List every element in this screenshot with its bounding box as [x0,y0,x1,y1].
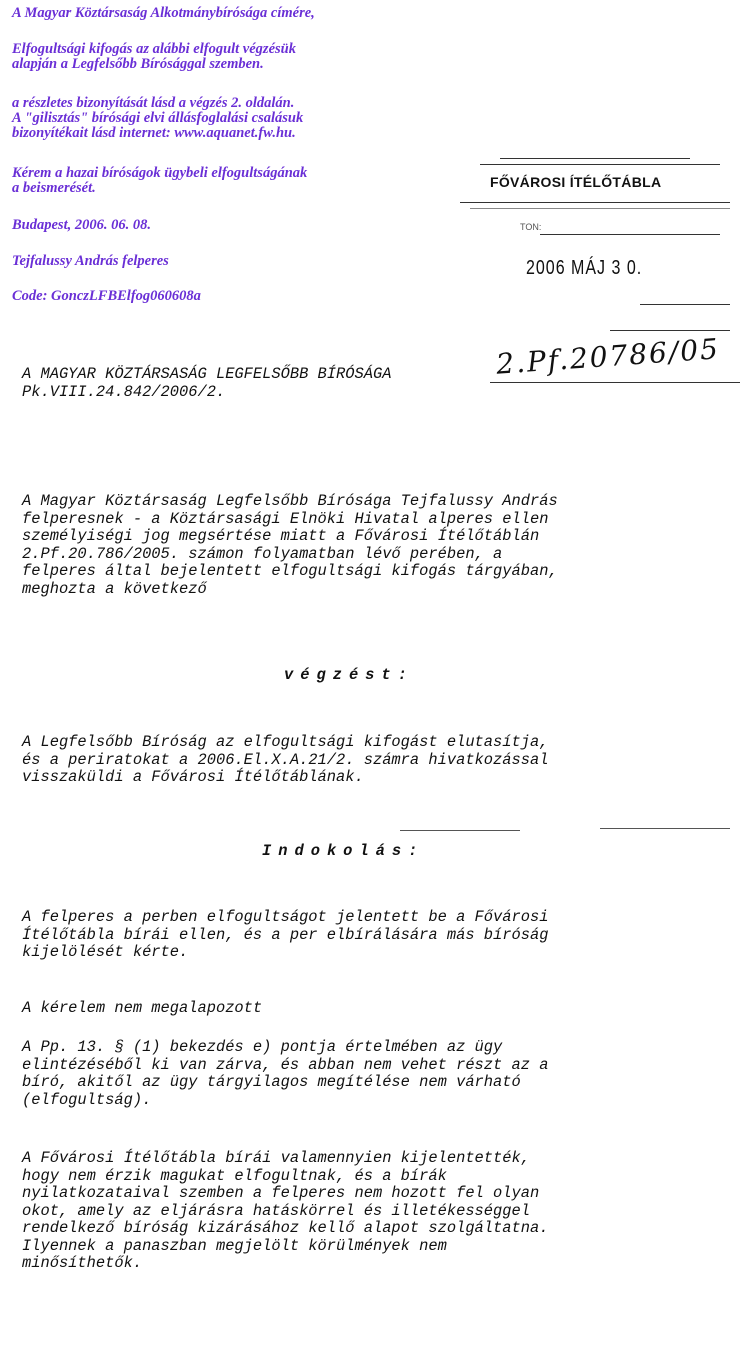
text-line: visszaküldi a Fővárosi Ítélőtáblának. [22,768,364,786]
verdict-heading: végzést: [284,666,414,684]
stamp-small-label: TON: [520,222,542,232]
reasoning-paragraph-1 [22,909,722,962]
cover-signer: Tejfalussy András felperes [12,253,169,269]
text-line: és a periratokat a 2006.El.X.A.21/2. számra hivatkozással [22,750,549,769]
cover-code: Code: GonczLFBElfog060608a [12,288,201,304]
court-stamp [460,150,740,390]
text-line: kijelölését kérte. [22,943,189,961]
handwritten-case-number: 2.Pf.20786/05 [495,332,721,381]
verdict-paragraph [22,734,722,787]
cover-line: alapján a Legfelsőbb Bírósággal szemben. [12,56,264,72]
text-line: rendelkező bíróság kizárásához kellő alapot szolgáltatna. [22,1219,549,1237]
text-line: A Pp. 13. § (1) bekezdés e) pontja értelmében az ügy [22,1038,503,1056]
text-line: személyiségi jog megsértése miatt a Fővárosi Ítélőtáblán [22,527,540,545]
stamp-date: 2006 MÁJ 3 0. [526,257,643,279]
text-line: okot, amely az eljárásra hatáskörrel és illetékességgel [22,1201,530,1220]
text-line: elintézéséből ki van zárva, és abban nem vehet részt az a [22,1055,549,1074]
court-name-block [22,366,722,401]
text-line: minősíthetők. [22,1254,143,1272]
text-line: A Fővárosi Ítélőtábla bírái valamennyien kijelentették, [22,1149,530,1167]
reasoning-paragraph-3 [22,1039,722,1109]
text-line: A Legfelsőbb Bíróság az elfogultsági kifogást elutasítja, [22,733,549,751]
cover-line: bizonyítékait lásd internet: www.aquanet.fw.hu. [12,125,296,141]
text-line: meghozta a következő [22,579,207,598]
text-line: 2.Pf.20.786/2005. számon folyamatban lévő perében, a [22,544,503,563]
cover-line: a részletes bizonyítását lásd a végzés 2. oldalán. [12,95,295,111]
reasoning-paragraph-4 [22,1150,722,1273]
text-line: Ítélőtábla bírái ellen, és a per elbírálására más bíróság [22,925,549,944]
reasoning-heading: Indokolás: [262,842,425,860]
text-line: felperes által bejelentett elfogultsági kifogás tárgyában, [22,562,558,580]
text-line: Ilyennek a panaszban megjelölt körülmények nem [22,1236,447,1255]
text-line: felperesnek - a Köztársasági Elnöki Hivatal alperes ellen [22,509,549,528]
text-line: hogy nem érzik magukat elfogultnak, és a bírák [22,1166,447,1185]
case-number: Pk.VIII.24.842/2006/2. [22,382,226,401]
cover-date: Budapest, 2006. 06. 08. [12,217,151,233]
text-line: nyilatkozataival szemben a felperes nem hozott fel olyan [22,1184,540,1202]
court-name: A MAGYAR KÖZTÁRSASÁG LEGFELSŐBB BÍRÓSÁGA [22,365,392,383]
stamp-title: FŐVÁROSI ÍTÉLŐTÁBLA [490,174,662,190]
cover-line: Kérem a hazai bíróságok ügybeli elfogultságának [12,165,308,181]
text-line: A Magyar Köztársaság Legfelsőbb Bírósága Tejfalussy András [22,492,558,510]
cover-line: Elfogultsági kifogás az alábbi elfogult végzésük [12,41,296,57]
text-line: A felperes a perben elfogultságot jelentett be a Fővárosi [22,908,549,926]
cover-line: a beismerését. [12,180,96,196]
cover-line: A Magyar Köztársaság Alkotmánybírósága címére, [12,5,315,21]
text-line: bíró, akitől az ügy tárgyilagos megítélése nem várható [22,1073,521,1091]
reasoning-paragraph-2: A kérelem nem megalapozott [22,999,263,1017]
cover-line: A "gilisztás" bírósági elvi állásfoglalási csalásuk [12,110,304,126]
intro-paragraph [22,493,722,598]
text-line: (elfogultság). [22,1090,152,1109]
